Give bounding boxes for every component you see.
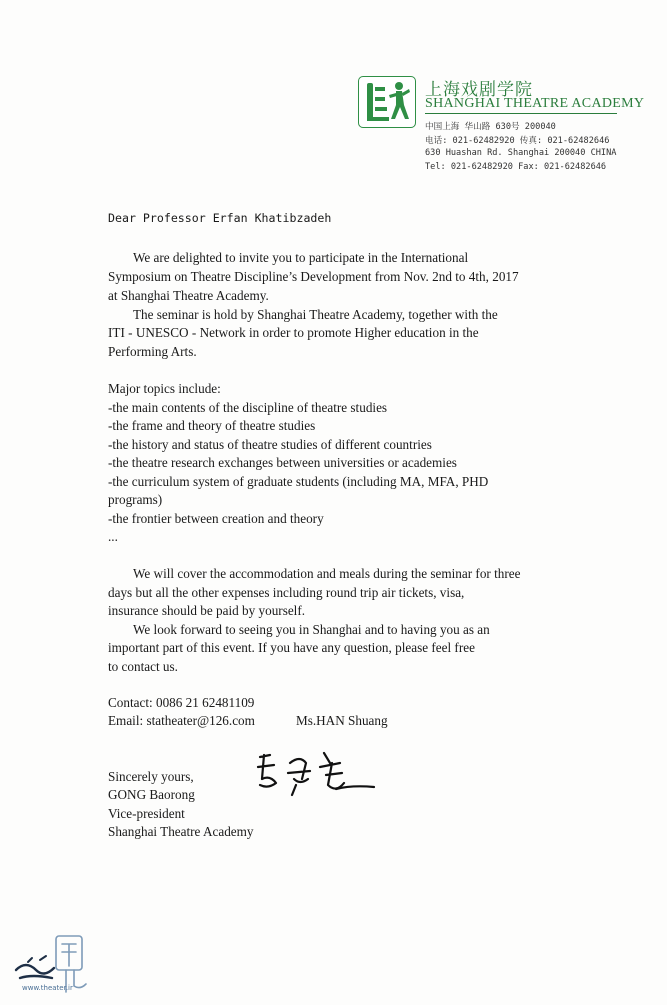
- topic-item: -the frame and theory of theatre studies: [108, 418, 316, 433]
- topic-item: -the curriculum system of graduate students (including MA, MFA, PHD: [108, 474, 489, 489]
- salutation: Dear Professor Erfan Khatibzadeh: [108, 211, 332, 225]
- signer-title: Vice-president: [108, 806, 185, 821]
- academy-name-chinese: 上海戏剧学院: [425, 80, 533, 100]
- paragraph-2-line: The seminar is hold by Shanghai Theatre Academy, together with the: [133, 307, 498, 322]
- closing-line: Sincerely yours,: [108, 769, 194, 784]
- topic-item: programs): [108, 492, 163, 507]
- paragraph-4-line: important part of this event. If you have any question, please feel free: [108, 640, 475, 655]
- topic-item: ...: [108, 529, 118, 544]
- paragraph-1-line: at Shanghai Theatre Academy.: [108, 288, 269, 303]
- phone-chinese: 电话: 021-62482920 传真: 021-62482646: [425, 136, 610, 146]
- topic-item: -the history and status of theatre studies of different countries: [108, 437, 432, 452]
- academy-name-english: SHANGHAI THEATRE ACADEMY: [425, 96, 645, 111]
- topic-item: -the main contents of the discipline of theatre studies: [108, 400, 388, 415]
- paragraph-2-line: ITI - UNESCO - Network in order to promote Higher education in the: [108, 325, 479, 340]
- letterhead-divider: [425, 113, 617, 114]
- paragraph-2-line: Performing Arts.: [108, 344, 197, 359]
- theatre-academy-logo-icon: [358, 76, 416, 128]
- topic-item: -the frontier between creation and theory: [108, 511, 324, 526]
- topics-heading: Major topics include:: [108, 381, 221, 396]
- contact-phone: Contact: 0086 21 62481109: [108, 695, 255, 710]
- paragraph-4-line: to contact us.: [108, 659, 178, 674]
- topic-item: -the theatre research exchanges between universities or academies: [108, 455, 457, 470]
- paragraph-3-line: days but all the other expenses including round trip air tickets, visa,: [108, 585, 465, 600]
- phone-english: Tel: 021-62482920 Fax: 021-62482646: [425, 162, 607, 172]
- contact-email: Email: statheater@126.com: [108, 713, 255, 728]
- paragraph-3-line: insurance should be paid by yourself.: [108, 603, 306, 618]
- contact-person: Ms.HAN Shuang: [296, 713, 388, 728]
- paragraph-3-line: We will cover the accommodation and meals during the seminar for three: [133, 566, 521, 581]
- signer-institution: Shanghai Theatre Academy: [108, 824, 254, 839]
- address-english: 630 Huashan Rd. Shanghai 200040 CHINA: [425, 148, 617, 158]
- signer-name: GONG Baorong: [108, 787, 195, 802]
- handwritten-signature: [240, 745, 380, 815]
- paragraph-1-line: Symposium on Theatre Discipline’s Development from Nov. 2nd to 4th, 2017: [108, 269, 519, 284]
- paragraph-4-line: We look forward to seeing you in Shanghai and to having you as an: [133, 622, 490, 637]
- watermark-url: www.theater.ir: [22, 984, 73, 992]
- address-chinese: 中国上海 华山路 630号 200040: [425, 122, 556, 132]
- paragraph-1-line: We are delighted to invite you to participate in the International: [133, 250, 469, 265]
